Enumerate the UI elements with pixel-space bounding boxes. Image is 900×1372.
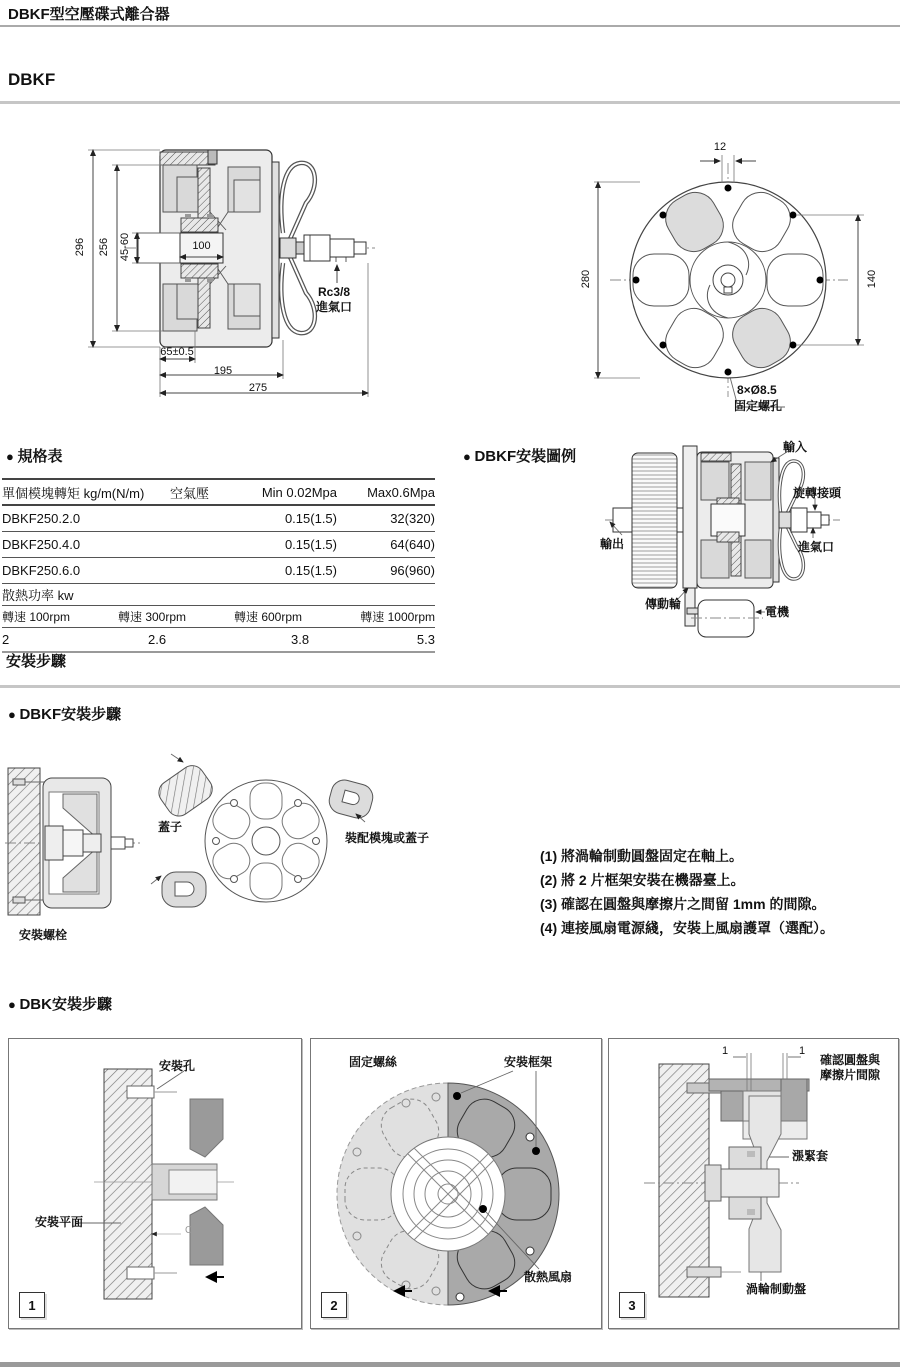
fixing-holes-label-line1: 8×Ø8.5: [737, 383, 777, 397]
dim-195: 195: [213, 365, 233, 377]
table-row: [2, 506, 435, 532]
install-section-heading: 安裝步驟: [6, 653, 67, 670]
module-or-cover-label: 裝配模塊或蓋子: [345, 831, 430, 845]
dim-140: 140: [866, 269, 878, 289]
panel-number: 2: [321, 1292, 347, 1318]
dbk-panel-3: [608, 1038, 899, 1329]
col-air-pressure: 空氣壓: [170, 485, 210, 501]
dim-100: 100: [192, 240, 211, 252]
dim-c: C: [185, 1225, 193, 1236]
input-label: 輸入: [783, 440, 808, 454]
divider: [0, 101, 900, 104]
dim-280: 280: [580, 269, 592, 289]
power-heading: 散熱功率 kw: [2, 588, 74, 603]
step-4: (4) 連接風扇電源綫，安裝上風扇護罩（選配）。: [540, 920, 834, 936]
spec-table-heading: [6, 445, 62, 466]
dbkf-steps-heading-text: DBKF安裝步驟: [19, 706, 122, 723]
dim-275: 275: [248, 382, 268, 394]
gap-dim-left: 1: [722, 1045, 729, 1057]
min-cell: 0.15(1.5): [284, 537, 337, 552]
tension-sleeve-label: 漲緊套: [792, 1149, 829, 1163]
divider: [0, 25, 900, 27]
install-example-svg: [505, 438, 900, 650]
cover-label: 蓋子: [158, 820, 183, 834]
step-1: (1) 將渦輪制動圓盤固定在軸上。: [540, 848, 743, 864]
speed-col: 轉速 100rpm: [2, 610, 71, 624]
min-cell: 0.15(1.5): [284, 511, 337, 526]
spec-table: [2, 478, 435, 653]
dbk-panel-1-svg: [9, 1039, 299, 1326]
step-3: (3) 確認在圓盤與摩擦片之間留 1mm 的間隙。: [540, 896, 826, 912]
motor-label: 電機: [765, 605, 790, 619]
table-row: [2, 532, 435, 558]
page-title: DBKF型空壓碟式離合器: [8, 6, 170, 23]
dbkf-steps-heading: [8, 703, 121, 724]
mount-frame-label: 安裝框架: [504, 1055, 553, 1069]
dim-65: 65±0.5: [160, 346, 194, 358]
install-example-figure: [505, 438, 900, 650]
power-heading-row: [2, 584, 435, 606]
model-cell: DBKF250.4.0: [2, 537, 81, 552]
dbk-steps-heading-text: DBK安裝步驟: [19, 996, 112, 1013]
model-heading: DBKF: [8, 70, 56, 89]
col-max: Max0.6Mpa: [367, 484, 435, 500]
mount-plane-label: 安裝平面: [35, 1215, 84, 1229]
dbkf-steps-svg: [5, 748, 475, 960]
step-2: (2) 將 2 片框架安裝在機器臺上。: [540, 872, 745, 888]
dim-256: 256: [98, 237, 110, 257]
dim-296: 296: [74, 237, 86, 257]
drive-wheel-label: 傳動輪: [645, 597, 682, 611]
spec-table-heading-text: 規格表: [17, 448, 63, 465]
speed-header-row: [2, 606, 435, 628]
fixing-holes-label-line2: 固定螺孔: [734, 399, 783, 413]
dim-12: 12: [713, 141, 727, 153]
speed-col: 轉速 1000rpm: [360, 610, 435, 624]
gap-note-line1: 確認圓盤與: [820, 1053, 881, 1067]
panel-number: 1: [19, 1292, 45, 1318]
spec-table-header-row: [2, 478, 435, 506]
gap-note-line2: 摩擦片間隙: [820, 1068, 881, 1082]
speed-value: 3.8: [291, 632, 310, 647]
cooling-fan-label: 散熱風扇: [524, 1270, 573, 1284]
footer-bar: [0, 1362, 900, 1367]
dbk-panel-2: [310, 1038, 602, 1329]
speed-col: 轉速 600rpm: [234, 610, 303, 624]
output-label: 輸出: [600, 537, 625, 551]
mount-hole-label: 安裝孔: [159, 1059, 196, 1073]
fix-screw-label: 固定螺絲: [349, 1055, 398, 1069]
max-cell: 64(640): [390, 537, 435, 552]
air-inlet-label: 進氣口: [798, 540, 835, 554]
turbine-brake-disc-label: 渦輪制動盤: [746, 1282, 807, 1296]
air-port-label-line1: Rc3/8: [318, 285, 351, 299]
dbk-steps-heading: [8, 993, 112, 1014]
install-example-heading-text: DBKF安裝圖例: [474, 448, 577, 465]
rotary-joint-label: 旋轉接頭: [793, 486, 842, 500]
col-min: Min 0.02Mpa: [261, 484, 337, 500]
dbkf-steps-figure: [5, 748, 475, 960]
model-cell: DBKF250.6.0: [2, 563, 81, 578]
col-torque: 單個模塊轉矩 kg/m(N/m): [2, 485, 145, 501]
divider: [0, 685, 900, 688]
air-port-label-line2: 進氣口: [316, 300, 353, 314]
dbk-panel-1: [8, 1038, 302, 1329]
model-cell: DBKF250.2.0: [2, 511, 81, 526]
dim-45-60: 45-60: [119, 232, 131, 262]
max-cell: 96(960): [390, 563, 435, 578]
speed-col: 轉速 300rpm: [118, 610, 187, 624]
speed-value: 2: [2, 632, 10, 647]
speed-value: 5.3: [416, 632, 435, 647]
table-row: [2, 558, 435, 584]
speed-value: 2.6: [148, 632, 167, 647]
gap-dim-right: 1: [799, 1045, 806, 1057]
max-cell: 32(320): [390, 511, 435, 526]
min-cell: 0.15(1.5): [284, 563, 337, 578]
mount-bolt-label: 安裝螺栓: [19, 928, 68, 942]
speed-values-row: [2, 628, 435, 653]
panel-number: 3: [619, 1292, 645, 1318]
